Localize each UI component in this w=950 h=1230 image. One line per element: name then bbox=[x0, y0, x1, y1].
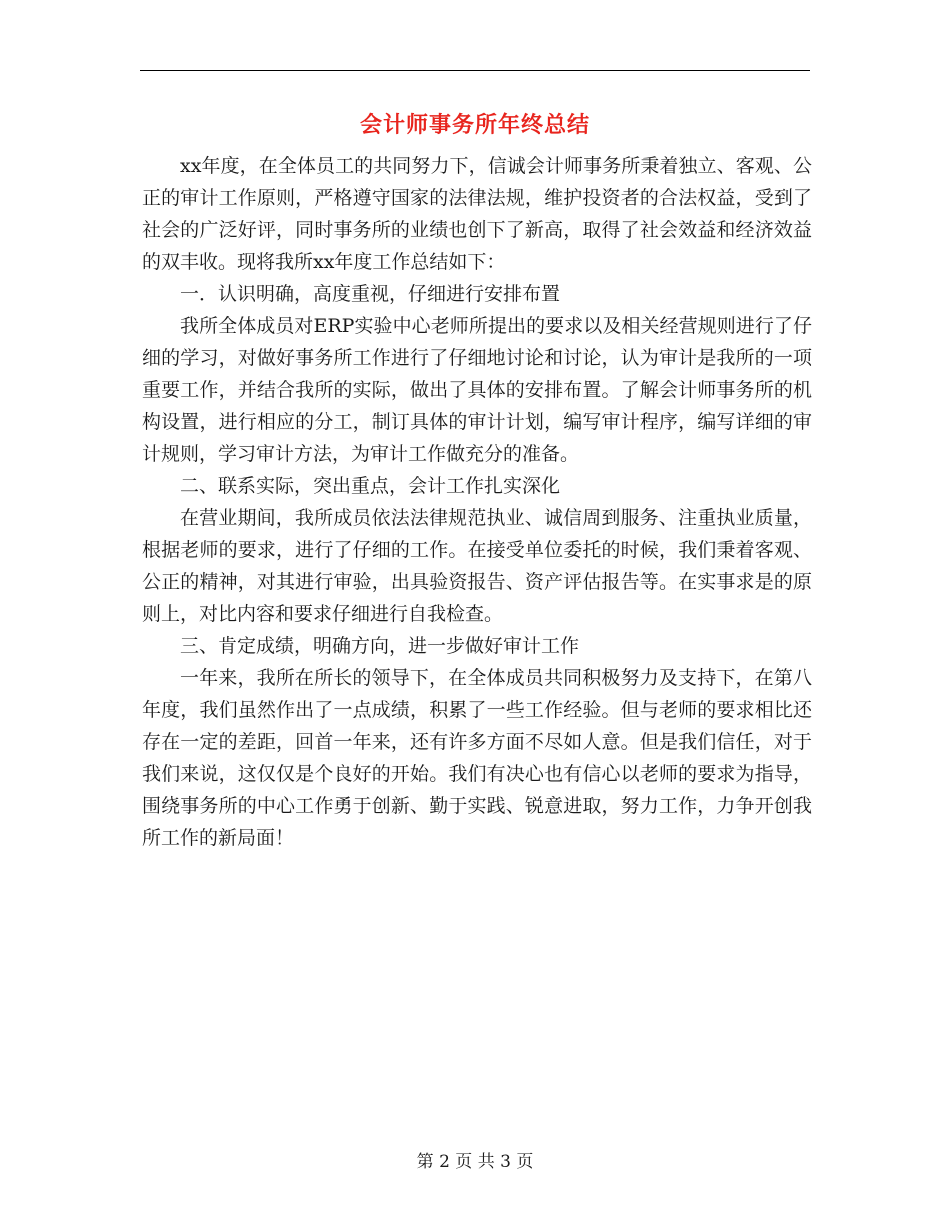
section-heading-3: 三、肯定成绩，明确方向，进一步做好审计工作 bbox=[180, 635, 580, 657]
section-heading-1: 一．认识明确，高度重视，仔细进行安排布置 bbox=[180, 283, 561, 305]
section-paragraph-3: 一年来，我所在所长的领导下，在全体成员共同积极努力及支持下，在第八年度，我们虽然作出了一点成绩，积累了一些工作经验。但与老师的要求相比还存在一定的差距，回首一年来，还有许多方面不尽如人意。但是我们信任，对于我们来说，这仅仅是个良好的开始。我们有决心也有信心以老师的要求为指导，围绕事务所的中心工作勇于创新、勤于实践、锐意进取，努力工作，力争开创我所工作的新局面！ bbox=[142, 667, 812, 849]
section-heading-2: 二、联系实际，突出重点，会计工作扎实深化 bbox=[180, 475, 561, 497]
intro-paragraph: xx年度，在全体员工的共同努力下，信诚会计师事务所秉着独立、客观、公正的审计工作原则，严格遵守国家的法律法规，维护投资者的合法权益，受到了社会的广泛好评，同时事务所的业绩也创下了新高，取得了社会效益和经济效益的双丰收。现将我所xx年度工作总结如下： bbox=[142, 155, 812, 273]
section-paragraph-2: 在营业期间，我所成员依法法律规范执业、诚信周到服务、注重执业质量，根据老师的要求，进行了仔细的工作。在接受单位委托的时候，我们秉着客观、公正的精神，对其进行审验，出具验资报告、资产评估报告等。在实事求是的原则上，对比内容和要求仔细进行自我检查。 bbox=[142, 507, 812, 625]
page-number: 第 2 页 共 3 页 bbox=[416, 1152, 534, 1172]
section-paragraph-1: 我所全体成员对ERP实验中心老师所提出的要求以及相关经营规则进行了仔细的学习，对做好事务所工作进行了仔细地讨论和讨论，认为审计是我所的一项重要工作，并结合我所的实际，做出了具体的安排布置。了解会计师事务所的机构设置，进行相应的分工，制订具体的审计计划，编写审计程序，编写详细的审计规则，学习审计方法，为审计工作做充分的准备。 bbox=[142, 315, 812, 465]
document-body bbox=[142, 150, 812, 854]
header-rule bbox=[140, 70, 810, 71]
document-title: 会计师事务所年终总结 bbox=[359, 112, 590, 138]
